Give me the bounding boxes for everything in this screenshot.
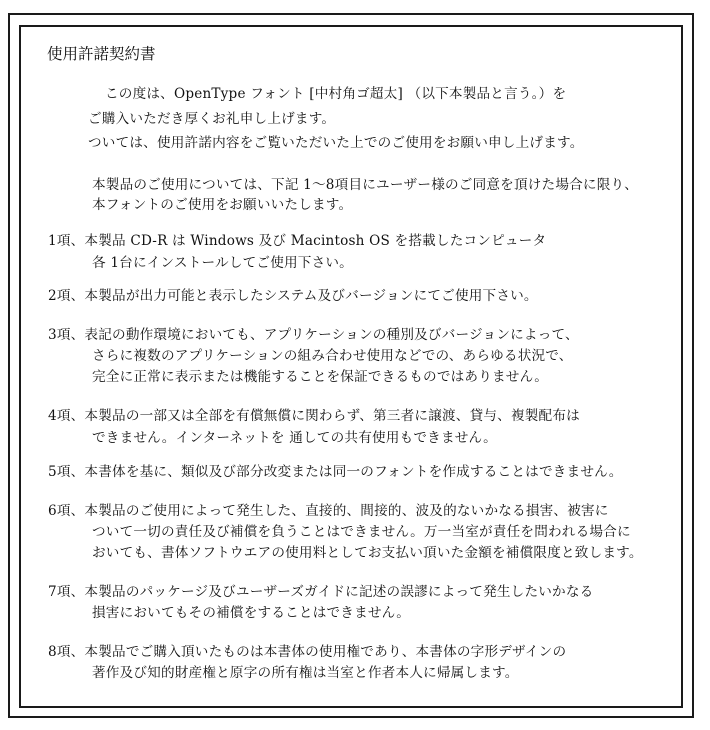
clause-3-line: 完全に正常に表示または機能することを保証できるものではありません。 — [92, 369, 549, 385]
intro-line: この度は、OpenType フォント [中村角ゴ超太] （以下本製品と言う。）を — [105, 86, 567, 102]
clause-8-line: 8項、本製品でご購入頂いたものは本書体の使用権であり、本書体の字形デザインの — [48, 644, 567, 660]
clause-8-line: 著作及び知的財産権と原字の所有権は当室と作者本人に帰属します。 — [92, 665, 519, 681]
clause-3-line: 3項、表記の動作環境においても、アプリケーションの種別及びバージョンによって、 — [48, 327, 579, 343]
clause-6-line: 6項、本製品のご使用によって発生した、直接的、間接的、波及的ないかなる損害、被害に — [48, 503, 609, 519]
clause-4-line: できません。インターネットを 通しての共有使用もできません。 — [92, 430, 497, 446]
clause-3-line: さらに複数のアプリケーションの組み合わせ使用などでの、あらゆる状況で、 — [92, 348, 573, 364]
clause-1-line: 1項、本製品 CD-R は Windows 及び Macintosh OS を搭載したコンピュータ — [48, 233, 547, 249]
intro-line: ご購入いただき厚くお礼申し上げます。 — [88, 111, 336, 127]
clause-1-line: 各 1台にインストールしてご使用下さい。 — [92, 255, 353, 271]
clause-6-line: おいても、書体ソフトウエアの使用料としてお支払い頂いた金額を補償限度と致します。 — [92, 545, 643, 561]
clause-6-line: ついて一切の責任及び補償を負うことはできません。万一当室が責任を問われる場合に — [92, 524, 631, 540]
clause-7-line: 損害においてもその補償をすることはできません。 — [92, 605, 411, 621]
preamble-line: 本製品のご使用については、下記 1～8項目にユーザー様のご同意を頂けた場合に限り、 — [92, 177, 639, 193]
document-title: 使用許諾契約書 — [47, 45, 156, 63]
clause-4-line: 4項、本製品の一部又は全部を有償無償に関わらず、第三者に譲渡、貸与、複製配布は — [48, 408, 580, 424]
clause-7-line: 7項、本製品のパッケージ及びユーザーズガイドに記述の誤謬によって発生したいかなる — [48, 584, 594, 600]
clause-2-line: 2項、本製品が出力可能と表示したシステム及びバージョンにてご使用下さい。 — [48, 288, 538, 304]
preamble-line: 本フォントのご使用をお願いいたします。 — [92, 197, 353, 213]
clause-5-line: 5項、本書体を基に、類似及び部分改変または同一のフォントを作成することはできません。 — [48, 464, 623, 480]
intro-line: ついては、使用許諾内容をご覧いただいた上でのご使用をお願い申し上げます。 — [88, 135, 584, 151]
